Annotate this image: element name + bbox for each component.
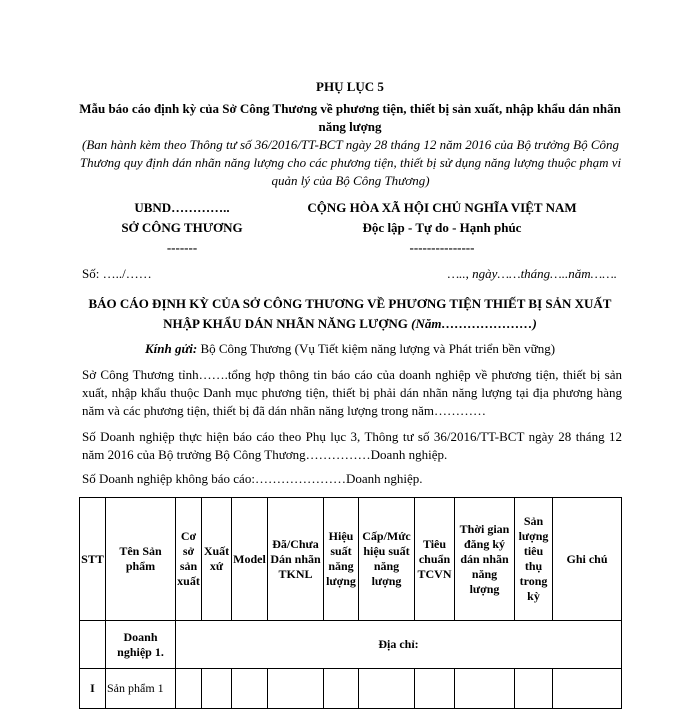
motto-divider: --------------- bbox=[409, 240, 475, 255]
country-name: CỘNG HÒA XÃ HỘI CHỦ NGHĨA VIỆT NAM bbox=[307, 200, 577, 215]
recipient-label: Kính gửi: bbox=[144, 341, 198, 356]
header-origin: Xuất xứ bbox=[202, 498, 232, 621]
header-stt: STT bbox=[80, 498, 106, 621]
document-number: Số: …../…… bbox=[82, 266, 152, 281]
table-cell bbox=[202, 669, 232, 709]
issuer-department: SỞ CÔNG THƯƠNG bbox=[121, 220, 243, 235]
national-heading bbox=[292, 198, 592, 258]
table-cell bbox=[176, 669, 202, 709]
appendix-heading: PHỤ LỤC 5 bbox=[316, 79, 384, 94]
summary-paragraph: Sở Công Thương tỉnh…….tổng hợp thông tin báo cáo của doanh nghiệp về phương tiện, thiết bị sản xuất, nhập khẩu thuộc Danh mục phương tiện, thiết bị phải dán nhãn năng lượng tại địa phương hàng năm và các phương tiện, thiết bị đã dán nhãn năng lượng trong năm………… bbox=[82, 367, 622, 418]
header-label-status: Đã/Chưa Dán nhãn TKNL bbox=[268, 498, 324, 621]
header-tcvn-standard: Tiêu chuẩn TCVN bbox=[415, 498, 455, 621]
issuer-block bbox=[82, 198, 282, 258]
header-sales-volume: Sản lượng tiêu thụ trong kỳ bbox=[515, 498, 553, 621]
table-cell bbox=[515, 669, 553, 709]
header-efficiency-grade: Cấp/Mức hiệu suất năng lượng bbox=[359, 498, 415, 621]
table-row bbox=[80, 669, 622, 709]
table-cell bbox=[268, 669, 324, 709]
report-title-main: BÁO CÁO ĐỊNH KỲ CỦA SỞ CÔNG THƯƠNG VỀ PHƯƠNG TIỆN THIẾT BỊ SẢN XUẤT NHẬP KHẨU DÁN NHÃN NĂNG LƯỢNG bbox=[88, 296, 612, 331]
table-cell bbox=[415, 669, 455, 709]
header-registration-time: Thời gian đăng ký dán nhãn năng lượng bbox=[455, 498, 515, 621]
non-reporting-count-paragraph: Số Doanh nghiệp không báo cáo:…………………Doanh nghiệp. bbox=[82, 471, 423, 486]
table-cell bbox=[324, 669, 359, 709]
issuer-divider: ------- bbox=[166, 240, 198, 255]
company-name-cell: Doanh nghiệp 1. bbox=[106, 621, 176, 669]
header-model: Model bbox=[232, 498, 268, 621]
header-energy-efficiency: Hiệu suất năng lượng bbox=[324, 498, 359, 621]
table-cell bbox=[553, 669, 622, 709]
reporting-count-paragraph: Số Doanh nghiệp thực hiện báo cáo theo Phụ lục 3, Thông tư số 36/2016/TT-BCT ngày 28 tháng 12 năm 2016 của Bộ trưởng Bộ Công Thương……………Doanh nghiệp. bbox=[82, 429, 622, 462]
table-cell bbox=[455, 669, 515, 709]
national-motto: Độc lập - Tự do - Hạnh phúc bbox=[362, 220, 522, 235]
report-title-year: (Năm…………………) bbox=[411, 316, 537, 331]
template-title: Mẫu báo cáo định kỳ của Sở Công Thương về phương tiện, thiết bị sản xuất, nhập khẩu dán nhãn năng lượng bbox=[79, 101, 621, 134]
header-product-name: Tên Sản phẩm bbox=[106, 498, 176, 621]
report-title bbox=[75, 294, 625, 334]
recipient-line bbox=[0, 341, 700, 357]
table-header-row bbox=[80, 498, 622, 621]
company-address-cell: Địa chỉ: bbox=[176, 621, 622, 669]
recipient-name: Bộ Công Thương (Vụ Tiết kiệm năng lượng và Phát triển bền vững) bbox=[200, 341, 556, 356]
row-stt-cell: I bbox=[80, 669, 106, 709]
report-table bbox=[79, 497, 622, 709]
issued-note: (Ban hành kèm theo Thông tư số 36/2016/TT-BCT ngày 28 tháng 12 năm 2016 của Bộ trưởng Bộ Công Thương quy định dán nhãn năng lượng cho các phương tiện, thiết bị sử dụng năng lượng thuộc phạm vi quản lý của Bộ Công Thương) bbox=[79, 137, 622, 188]
company-stt-cell bbox=[80, 621, 106, 669]
company-row bbox=[80, 621, 622, 669]
table-cell bbox=[232, 669, 268, 709]
header-notes: Ghi chú bbox=[553, 498, 622, 621]
row-product-cell: Sản phẩm 1 bbox=[106, 669, 176, 709]
table-cell bbox=[359, 669, 415, 709]
document-date: ….., ngày……tháng…..năm……. bbox=[447, 266, 617, 281]
header-manufacturer: Cơ sở sản xuất bbox=[176, 498, 202, 621]
issuer-ubnd: UBND………….. bbox=[134, 200, 230, 215]
